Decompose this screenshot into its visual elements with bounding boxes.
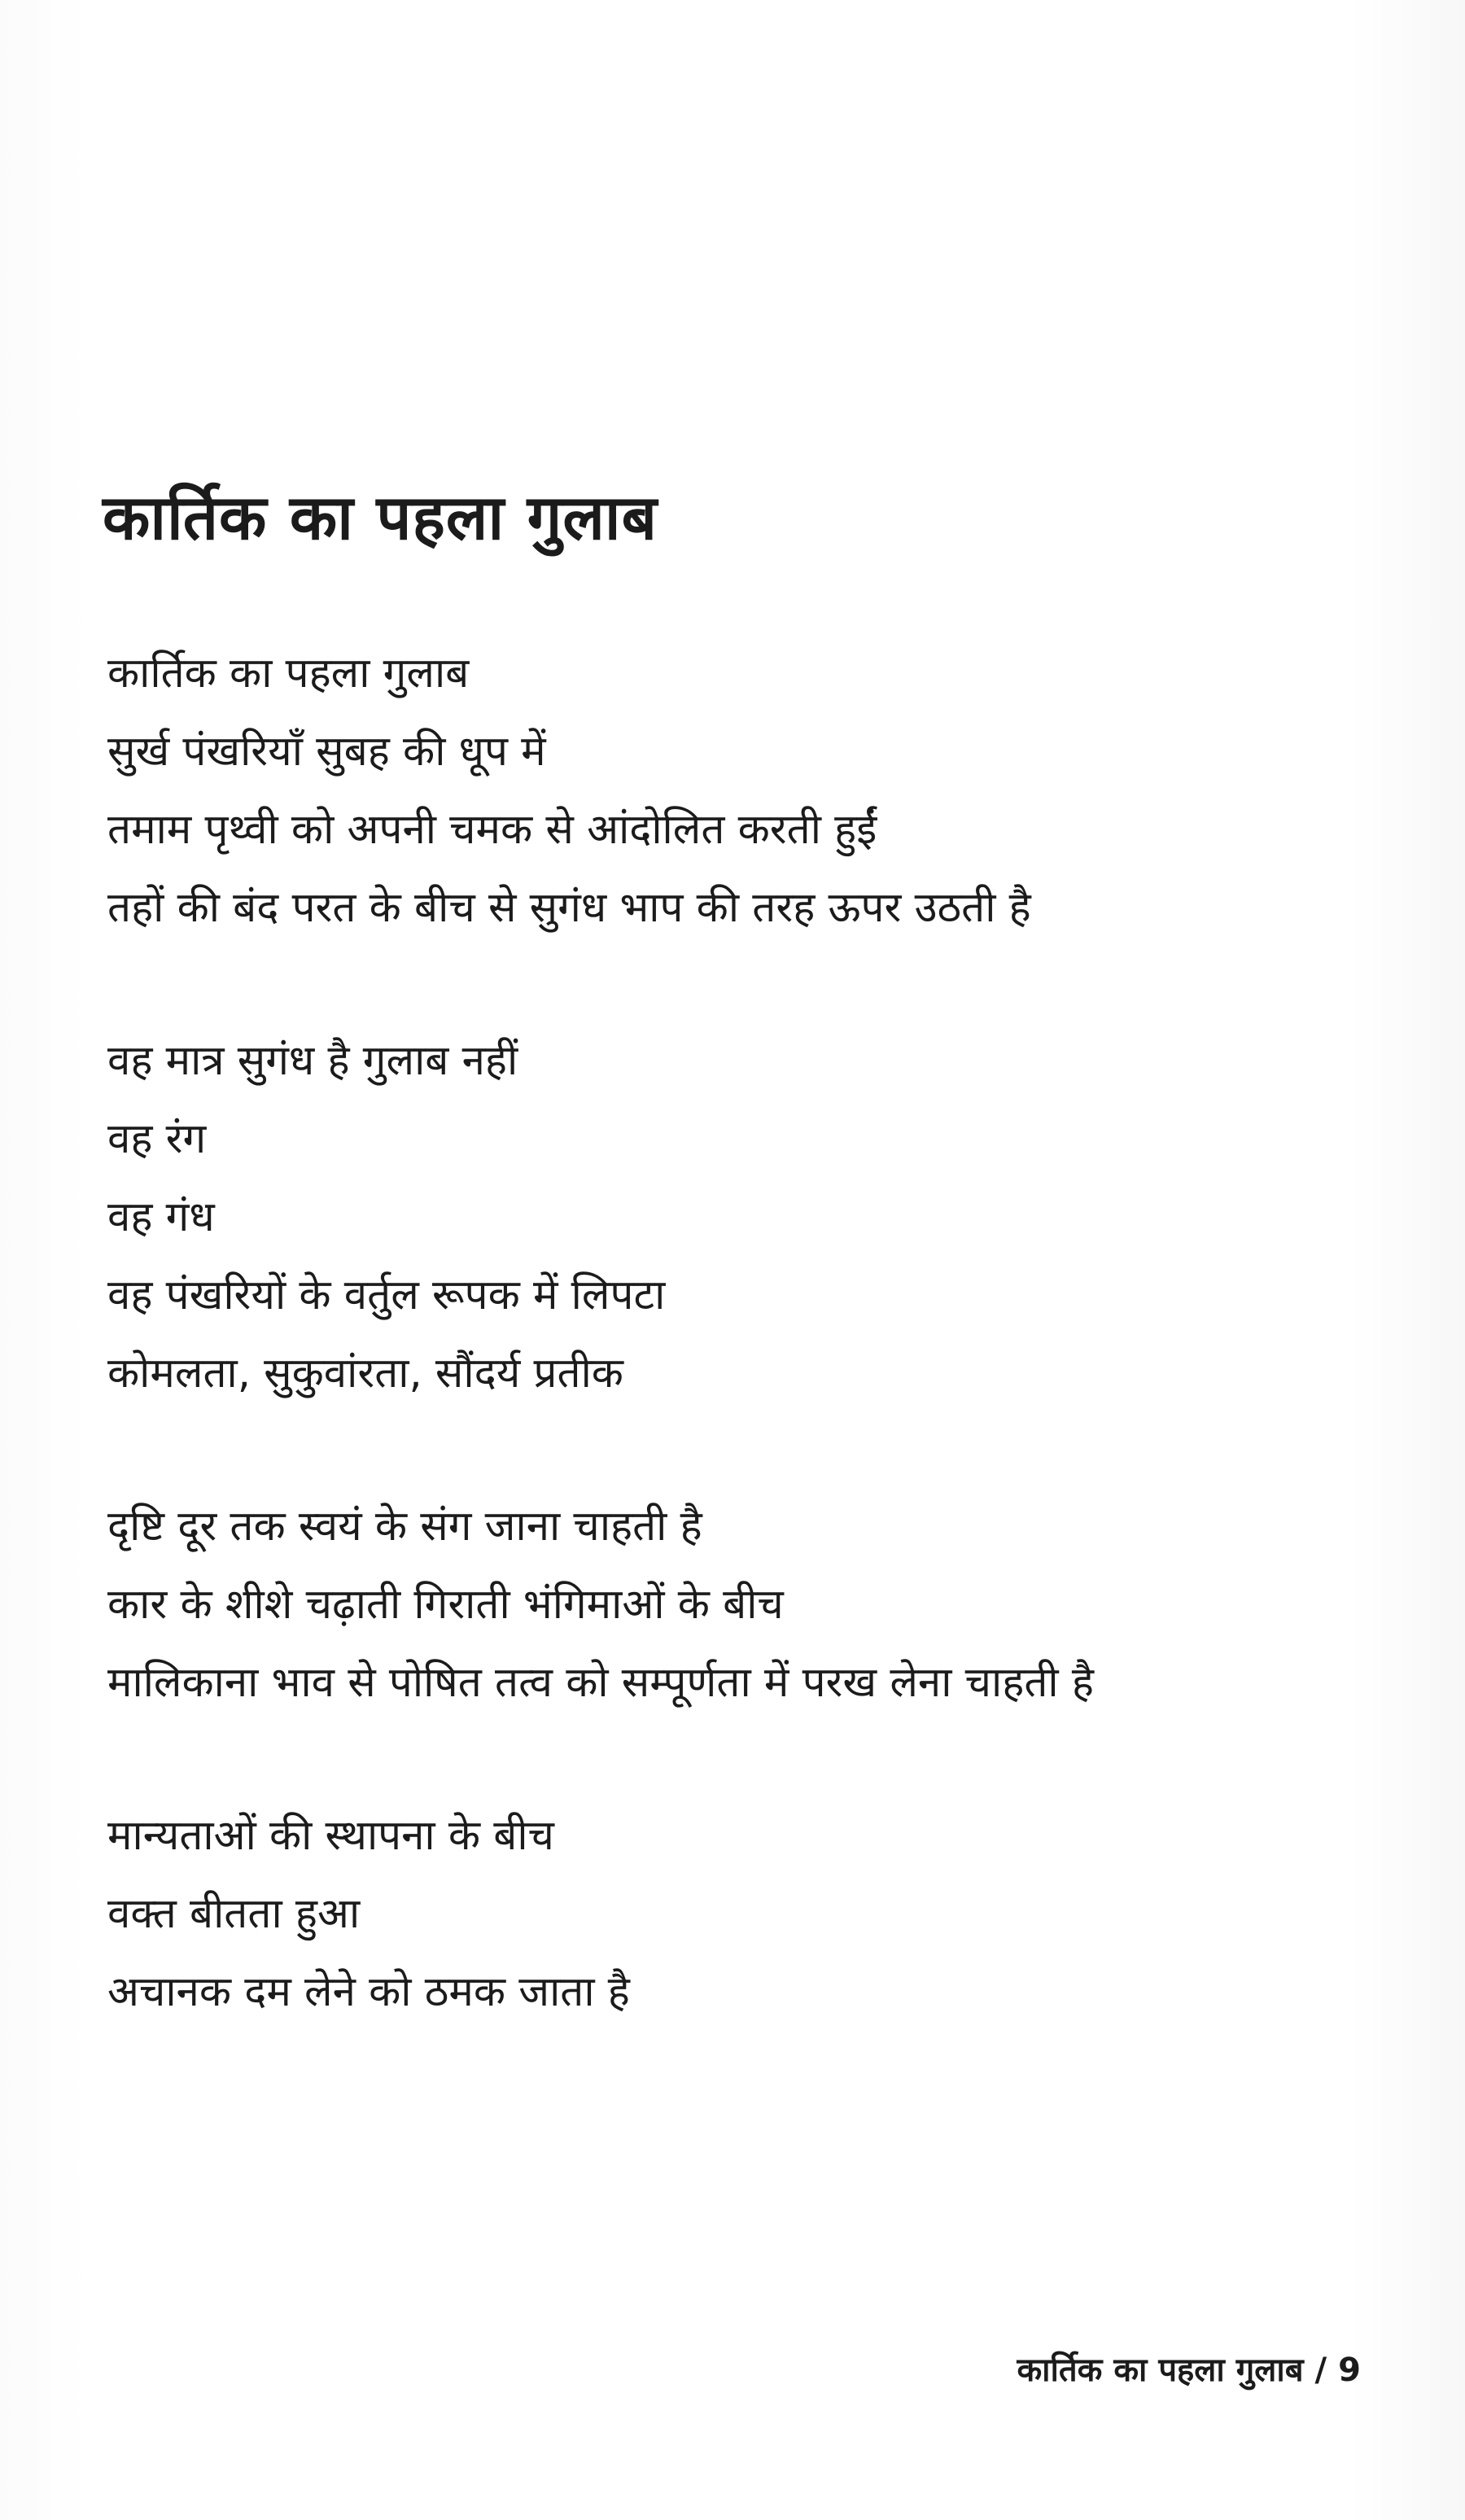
poem-line: तहों की बंद परत के बीच से सुगंध भाप की तरह ऊपर उठती है	[107, 884, 1031, 932]
stanza-1	[107, 635, 1377, 947]
poem-line: कार के शीशे चढ़ाती गिराती भंगिमाओं के बीच	[107, 1581, 784, 1629]
poem-title: कार्तिक का पहला गुलाब	[103, 480, 658, 553]
poem-line: अचानक दम लेने को ठमक जाता है	[107, 1968, 630, 2016]
poem-line: वक्त बीतता हुआ	[107, 1890, 361, 1938]
stanza-4	[107, 1797, 1377, 2032]
stanza-3	[107, 1488, 1377, 1722]
poem-line: वह मात्र सुगंध है गुलाब नहीं	[107, 1037, 518, 1085]
poem-line: सुर्ख पंखरियाँ सुबह की धूप में	[107, 728, 546, 776]
running-title: कार्तिक का पहला गुलाब	[1017, 2352, 1304, 2389]
poem-line: कार्तिक का पहला गुलाब	[107, 650, 470, 698]
poem-line: दृष्टि दूर तक स्वयं के संग जाना चाहती है	[107, 1503, 702, 1551]
poem-line: वह गंध	[107, 1193, 215, 1241]
page-footer	[1017, 2346, 1361, 2395]
footer-separator: /	[1314, 2352, 1327, 2389]
poem-line: मालिकाना भाव से पोषित तत्व को सम्पूर्णता में परख लेना चाहती है	[107, 1659, 1094, 1707]
poem-line: वह पंखरियों के वर्तुल रूपक में लिपटा	[107, 1271, 666, 1319]
page-number: 9	[1338, 2352, 1361, 2389]
poem-line: कोमलता, सुकुवांरता, सौंदर्य प्रतीक	[107, 1350, 623, 1398]
stanza-2	[107, 1022, 1377, 1413]
poem-line: वह रंग	[107, 1115, 207, 1163]
poem-body	[107, 635, 1377, 2032]
poem-line: तमाम पृथ्वी को अपनी चमक से आंदोलित करती हुईं	[107, 806, 877, 854]
poem-line: मान्यताओं की स्थापना के बीच	[107, 1812, 554, 1860]
